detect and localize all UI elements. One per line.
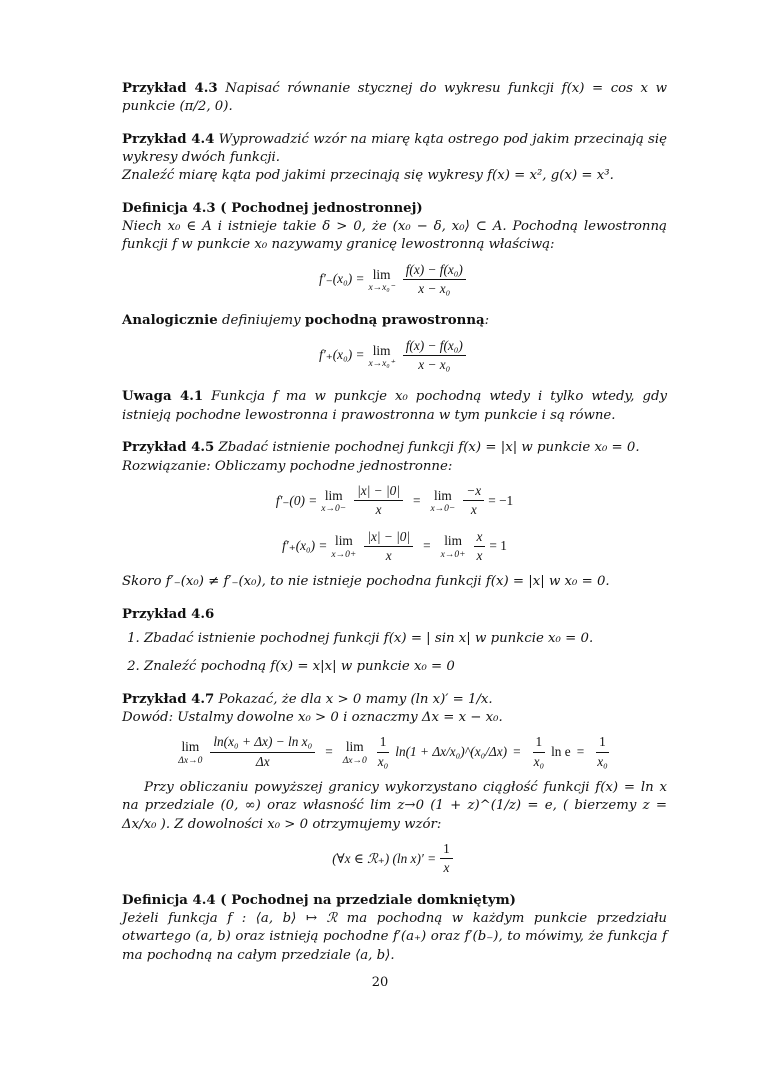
page-number: 20	[371, 975, 389, 990]
example-4-3	[122, 80, 667, 117]
definition-label: Definicja 4.4 ( Pochodnej na przedziale domkniętym)	[122, 892, 516, 908]
formula-right-abs: f′₊(x₀) = lim x→0+ $\frac{|x| - |0|}{x}$ = lim x→0+ $\frac{x}{x}$ = 1	[282, 528, 507, 563]
example-4-4	[122, 131, 667, 186]
proof-paragraph: Przy obliczaniu powyższej granicy wykorzystano ciągłość funkcji f(x) = ln x na przedziale (0, ∞) oraz własność lim z→0 (1 + z)^(1/z) = e, ( bierzemy z = Δx/x₀ ). Z dowolności x₀ > 0 otrzymujemy wzór:	[122, 779, 667, 832]
definition-text: Niech x₀ ∈ A i istnieje takie δ > 0, że (x₀ − δ, x₀⟩ ⊂ A. Pochodną lewostronną funkcji f w punkcie x₀ nazywamy granicę lewostronną właściwą:	[122, 219, 667, 253]
remark-label: Uwaga 4.1	[122, 389, 204, 405]
example-text: Napisać równanie stycznej do wykresu funkcji f(x) = cos x w punkcie (π/2, 0).	[122, 81, 667, 115]
example-text: Zbadać istnienie pochodnej funkcji f(x) = |x| w punkcie x₀ = 0.	[218, 440, 640, 456]
example-label: Przykład 4.5	[122, 440, 215, 456]
formula-left-abs: f′₋(0) = lim x→0− $\frac{|x| - |0|}{x}$ = lim x→0− $\frac{-x}{x}$ = −1	[275, 482, 514, 518]
example-text: Znaleźć miarę kąta pod jakimi przecinają się wykresy f(x) = x², g(x) = x³.	[122, 168, 614, 184]
formula-ln-limit: lim Δx→0 $\frac{\text{ln(x₀ + Δx) − ln x₀}}{\Delta x}$ = lim Δx→0 $\frac{1}{\text{x₀}}$ ln(1 + Δx/x₀)^(x₀/Δx) = $\frac{1}{\text{x₀}}$ ln e = $\frac{1}{\text{x₀}}$	[178, 734, 608, 769]
definition-4-3	[122, 200, 667, 299]
example-label: Przykład 4.6	[122, 606, 215, 622]
example-4-6	[122, 606, 667, 677]
formula-ln-derivative: (∀x ∈ ℛ₊) (ln x)′ = $\frac{1}{x}$	[122, 840, 667, 878]
example-4-5	[122, 439, 667, 591]
formula-left-derivative: f′₋(x₀) = lim x→x₀⁻ $\frac{\text{f(x) − f(x₀)}}{\text{x − x₀}}$	[122, 261, 667, 299]
definition-text: Jeżeli funkcja f : ⟨a, b⟩ ↦ ℛ ma pochodną w każdym punkcie przedziału otwartego (a, b) oraz istnieją pochodne f′(a₊) oraz f′(b₋), to mówimy, że funkcja f ma pochodną na całym przedziale ⟨a, b⟩.	[122, 911, 667, 963]
definition-4-4	[122, 892, 667, 965]
analogous-definition: Analogicznie definiujemy pochodną prawostronną: f′₊(x₀) = lim x→x₀⁺ $\frac{\text{f(x) − f(x₀)}}{\text{x − x₀}}$	[122, 312, 667, 374]
page-content	[122, 80, 667, 979]
list-item: 2. Znaleźć pochodną f(x) = x|x| w punkcie x₀ = 0	[144, 658, 667, 676]
exercise-list	[122, 630, 667, 677]
example-label: Przykład 4.7	[122, 691, 215, 707]
example-text: Pokazać, że dla x > 0 mamy (ln x)′ = 1/x.	[218, 691, 493, 707]
conclusion-text: Skoro f′₋(x₀) ≠ f′₋(x₀), to nie istnieje pochodna funkcji f(x) = |x| w x₀ = 0.	[122, 574, 610, 590]
formula-right-derivative: f′₊(x₀) = lim x→x₀⁺ $\frac{\text{f(x) − f(x₀)}}{\text{x − x₀}}$	[122, 337, 667, 375]
remark-text: Funkcja f ma w punkcje x₀ pochodną wtedy i tylko wtedy, gdy istnieją pochodne lewostronna i prawostronna w tym punkcie i są równe.	[122, 389, 667, 423]
definition-label: Definicja 4.3 ( Pochodnej jednostronnej)	[122, 200, 423, 216]
remark-4-1	[122, 388, 667, 425]
example-4-7	[122, 691, 667, 878]
example-label: Przykład 4.3	[122, 81, 218, 96]
list-item: 1. Zbadać istnienie pochodnej funkcji f(x) = | sin x| w punkcie x₀ = 0.	[144, 630, 667, 648]
solution-text: Rozwiązanie: Obliczamy pochodne jednostronne:	[122, 458, 453, 474]
example-text: Wyprowadzić wzór na miarę kąta ostrego pod jakim przecinają się wykresy dwóch funkcji.	[122, 131, 667, 166]
example-label: Przykład 4.4	[122, 131, 215, 147]
proof-text: Dowód: Ustalmy dowolne x₀ > 0 i oznaczmy Δx = x − x₀.	[122, 709, 503, 725]
